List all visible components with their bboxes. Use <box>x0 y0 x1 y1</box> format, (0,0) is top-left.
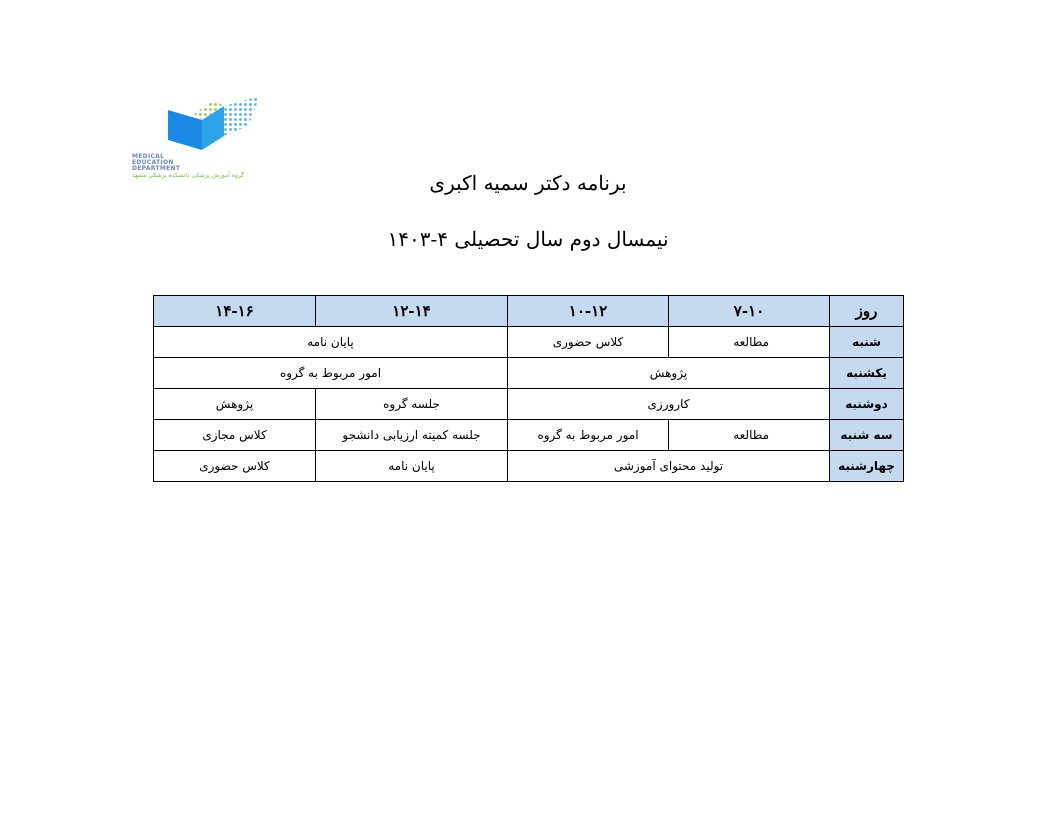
table-cell: امور مربوط به گروه <box>154 358 508 389</box>
header-slot: ۷-۱۰ <box>669 296 830 327</box>
table-cell: تولید محتوای آموزشی <box>508 451 830 482</box>
header-slot: ۱۰-۱۲ <box>508 296 669 327</box>
table-cell: کلاس حضوری <box>508 327 669 358</box>
table-cell: کلاس مجازی <box>154 420 316 451</box>
table-cell: مطالعه <box>669 420 830 451</box>
schedule-table <box>153 295 904 482</box>
table-cell: جلسه گروه <box>316 389 508 420</box>
table-row <box>154 420 904 451</box>
page-title: برنامه دکتر سمیه اکبری <box>429 171 627 195</box>
table-cell: امور مربوط به گروه <box>508 420 669 451</box>
table-cell: کارورزی <box>508 389 830 420</box>
day-cell: چهارشنبه <box>830 451 904 482</box>
table-row <box>154 327 904 358</box>
logo-en-line: DEPARTMENT <box>132 165 181 172</box>
logo-en-line: EDUCATION <box>132 159 174 166</box>
table-cell: مطالعه <box>669 327 830 358</box>
table-cell: پایان نامه <box>154 327 508 358</box>
table-cell: پایان نامه <box>316 451 508 482</box>
day-cell: سه شنبه <box>830 420 904 451</box>
logo-en-line: MEDICAL <box>132 153 165 160</box>
header-slot: ۱۲-۱۴ <box>316 296 508 327</box>
header-day: روز <box>830 296 904 327</box>
table-cell: پژوهش <box>154 389 316 420</box>
day-cell: یکشنبه <box>830 358 904 389</box>
header-row <box>154 296 904 327</box>
table-cell: کلاس حضوری <box>154 451 316 482</box>
day-cell: شنبه <box>830 327 904 358</box>
day-cell: دوشنبه <box>830 389 904 420</box>
page-subtitle: نیمسال دوم سال تحصیلی ۴-۱۴۰۳ <box>387 227 669 251</box>
table-row <box>154 358 904 389</box>
table-cell: پژوهش <box>508 358 830 389</box>
logo-persian-text: گروه آموزش پزشکی دانشکده پزشکی مشهد <box>132 172 245 179</box>
header-slot: ۱۴-۱۶ <box>154 296 316 327</box>
table-row <box>154 451 904 482</box>
table-cell: جلسه کمیته ارزیابی دانشجو <box>316 420 508 451</box>
table-row <box>154 389 904 420</box>
